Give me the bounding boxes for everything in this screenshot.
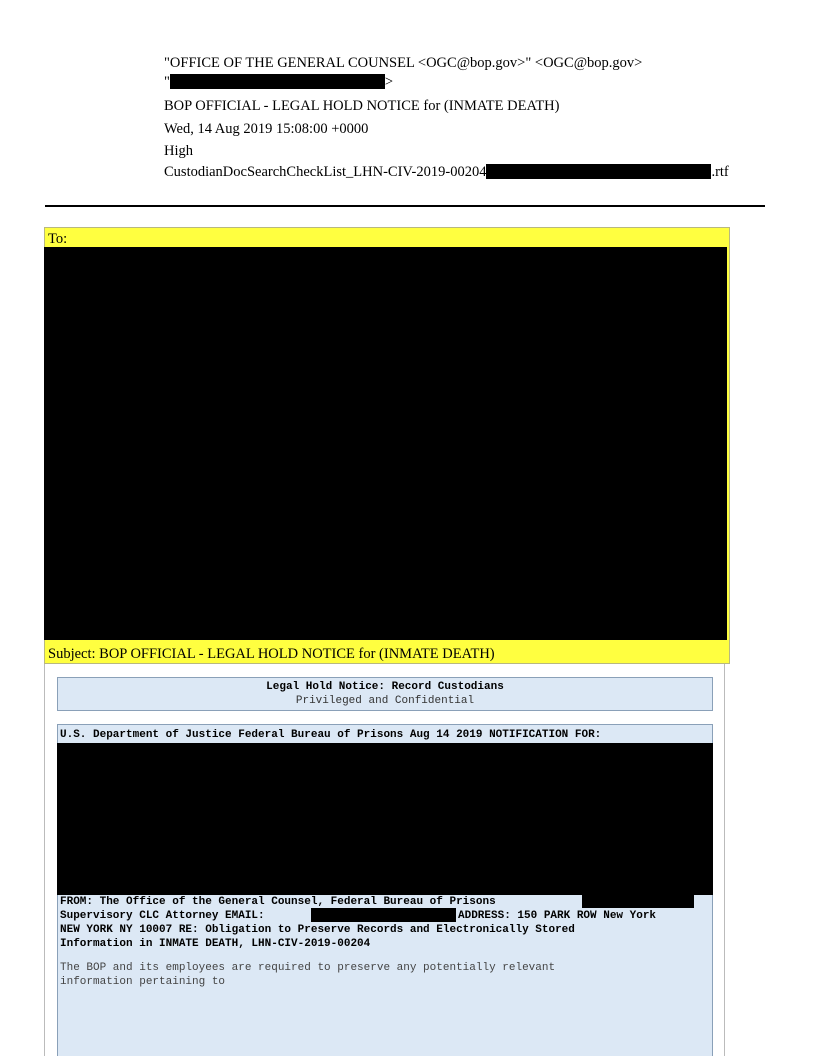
to-suffix: >: [384, 74, 394, 90]
attorney-line-a: Supervisory CLC Attorney EMAIL:: [60, 910, 265, 922]
address-line: NEW YORK NY 10007 RE: Obligation to Preserve Records and Electronically Stored: [60, 924, 575, 936]
highlight-subject-line: Subject: BOP OFFICIAL - LEGAL HOLD NOTICE for (INMATE DEATH): [48, 646, 495, 662]
date-value: Wed, 14 Aug 2019 15:08:00 +0000: [164, 121, 369, 137]
to-redaction: [170, 74, 385, 89]
body-paragraph-line-2: information pertaining to: [60, 976, 226, 988]
notification-redaction: [57, 743, 713, 895]
recipients-redaction: [44, 247, 727, 640]
subject-value: BOP OFFICIAL - LEGAL HOLD NOTICE for (INMATE DEATH): [164, 98, 560, 114]
notification-line: U.S. Department of Justice Federal Bureau of Prisons Aug 14 2019 NOTIFICATION FOR:: [60, 729, 602, 741]
from-line: FROM: The Office of the General Counsel, Federal Bureau of Prisons: [60, 896, 496, 908]
header-divider: [45, 205, 765, 207]
attachment-name-prefix: CustodianDocSearchCheckList_LHN-CIV-2019-00204: [164, 164, 487, 180]
to-value: [164, 73, 393, 91]
attachment-redaction: [486, 164, 711, 179]
importance-value: High: [164, 143, 193, 159]
highlight-to-label: To:: [48, 231, 68, 247]
body-paragraph-line-1: The BOP and its employees are required to preserve any potentially relevant: [60, 962, 556, 974]
to-prefix: ": [164, 74, 170, 90]
attachments-value[interactable]: [164, 163, 729, 181]
info-line: Information in INMATE DEATH, LHN-CIV-2019-00204: [60, 938, 371, 950]
attachment-extension: .rtf: [711, 164, 729, 180]
from-value: "OFFICE OF THE GENERAL COUNSEL <OGC@bop.gov>" <OGC@bop.gov>: [164, 55, 643, 71]
email-redaction: [311, 908, 456, 922]
legal-hold-body: [57, 724, 713, 1056]
attorney-line-b: ADDRESS: 150 PARK ROW New York: [458, 910, 657, 922]
legal-hold-title-box: [57, 677, 713, 711]
from-redaction: [582, 894, 694, 908]
highlighted-block: [44, 227, 730, 664]
notice-subtitle: Privileged and Confidential: [295, 695, 475, 707]
notice-title: Legal Hold Notice: Record Custodians: [266, 681, 504, 693]
